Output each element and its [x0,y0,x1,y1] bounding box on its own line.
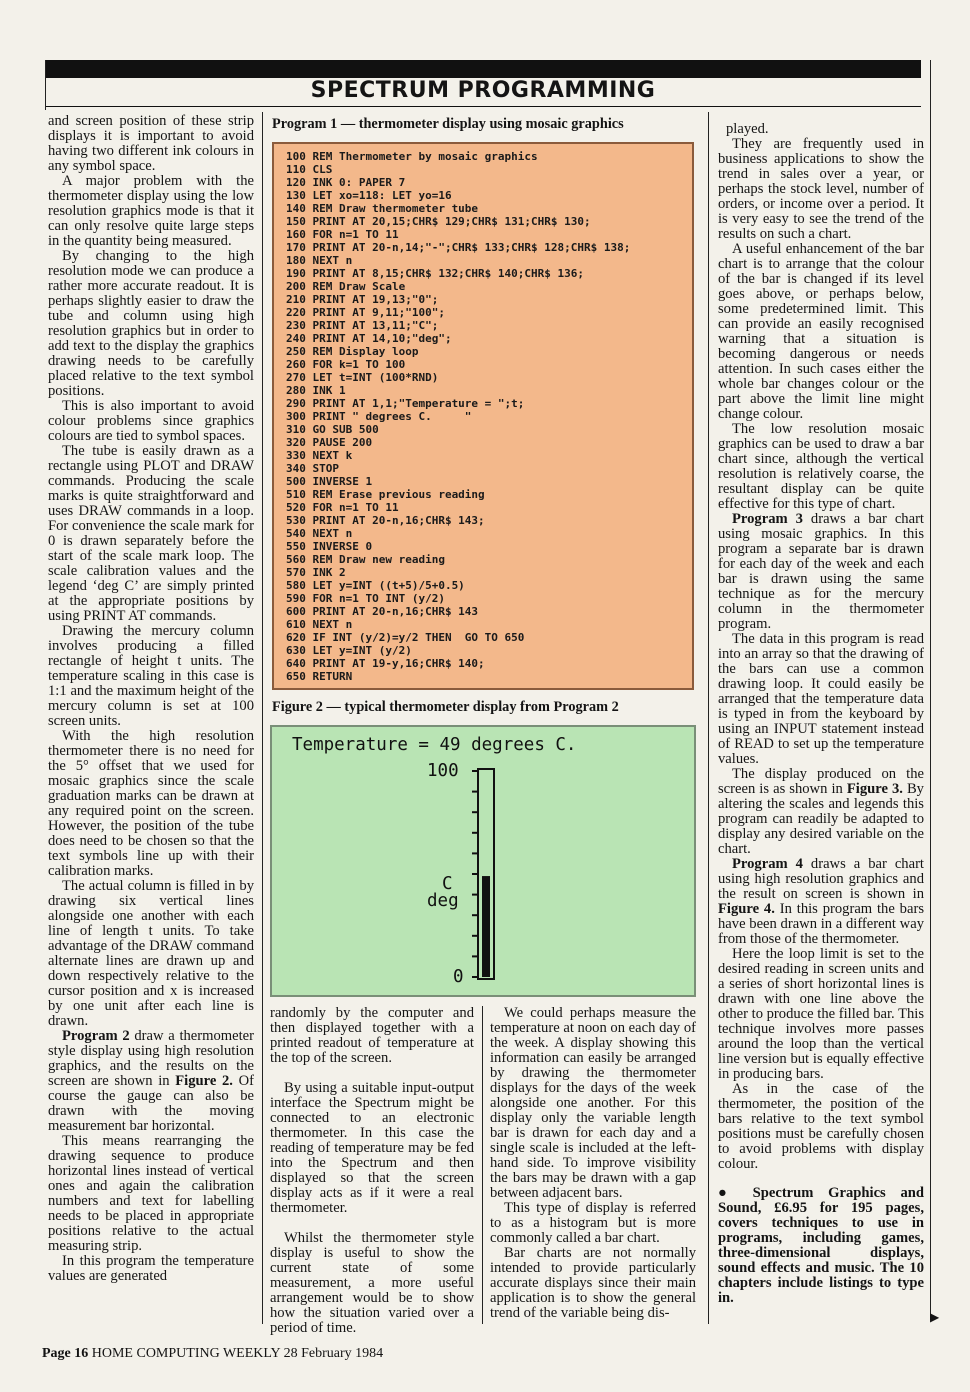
scale-label-min: 0 [453,967,464,987]
code-line: 580 LET y=INT ((t+5)/5+0.5) [286,579,465,592]
code-line: 240 PRINT AT 14,10;"deg"; [286,332,452,345]
code-line: 100 REM Thermometer by mosaic graphics [286,150,538,163]
code-line: 110 CLS [286,163,333,176]
footer [42,1346,383,1362]
code-line: 520 FOR n=1 TO 11 [286,501,399,514]
paragraph: We could perhaps measure the temperature at noon on each day of the week. A display showing this information can easily be arranged by drawing the thermometer displays for the days of the week alongside one another. For this display only the variable length bar is drawn for each day and a single scale is included at the left-hand side. To improve visibility the bars may be drawn with a gap between adjacent bars. [490,1005,696,1201]
code-line: 260 FOR k=1 TO 100 [286,358,406,371]
text: Of course the gauge can also be drawn with the moving measurement bar horizontal. [48,1073,255,1134]
figure-ref: Figure 4. [718,901,775,917]
code-line: 280 INK 1 [286,384,346,397]
page-border-right [930,60,931,1320]
code-line: 310 GO SUB 500 [286,423,379,436]
publication-line: HOME COMPUTING WEEKLY 28 February 1984 [91,1346,384,1361]
header-rule [45,106,921,107]
paragraph: Whilst the thermometer style display is useful to show the current state of some measurement, a more useful arrangement would be to show how the situation varied over a period of time. [270,1230,474,1336]
paragraph: This type of display is referred to as a histogram but is more commonly called a bar chart. [490,1200,696,1246]
code-line: 600 PRINT AT 20-n,16;CHR$ 143 [286,605,479,618]
code-line: 560 REM Draw new reading [286,553,445,566]
paragraph: By using a suitable input-output interface the Spectrum might be connected to an electronic thermometer. In this case the reading of temperature may be fed into the Spectrum and then displayed so that the screen display acts as if it were a real thermometer. [270,1080,474,1216]
page-number: Page 16 [42,1346,89,1361]
text: ● Spectrum Graphics and Sound, £6.95 for 195 pages, covers techniques to use in programs, including games, three-dimensional displays, sound effects and music. The 10 chapters include listings to type in. [718,1185,924,1306]
code-line: 170 PRINT AT 20-n,14;"-";CHR$ 133;CHR$ 128;CHR$ 138; [286,241,631,254]
article-column-4 [718,122,924,1306]
paragraph: They are frequently used in business applications to show the trend in sales over a year, or perhaps the stock level, number of orders, or income over a period. It is very easy to see the trend of the results on such a chart. [718,136,924,242]
figure-ref: Figure 2. [175,1073,233,1089]
paragraph: randomly by the computer and then displayed together with a printed readout of temperature at the top of the screen. [270,1005,474,1066]
scale-label-deg: deg [427,891,459,911]
scale-label-c: C [442,874,453,894]
code-line: 650 RETURN [286,670,353,683]
code-line: 530 PRINT AT 20-n,16;CHR$ 143; [286,514,485,527]
article-column-2b [490,1006,696,1321]
paragraph: and screen position of these strip displays it is important to avoid having two different ink colours in any symbol space. [48,113,254,174]
figure2-screen [270,725,696,997]
paragraph: By changing to the high resolution mode we can produce a rather more accurate readout. It is perhaps slightly easier to draw the tube and column using high resolution graphics but in order to add text to the display the graphics drawing needs to be carefully placed relative to the text symbol positions. [48,248,254,399]
paragraph [48,1029,254,1134]
paragraph: The low resolution mosaic graphics can be used to draw a bar chart since, although the vertical resolution is relatively coarse, the resultant display can be quite effective for this type of chart. [718,421,924,512]
figure-ref: Figure 3. [846,781,903,797]
code-line: 550 INVERSE 0 [286,540,373,553]
code-line: 640 PRINT AT 19-y,16;CHR$ 140; [286,657,485,670]
code-line: 190 PRINT AT 8,15;CHR$ 132;CHR$ 140;CHR$ 136; [286,267,585,280]
code-line: 610 NEXT n [286,618,353,631]
code-line: 150 PRINT AT 20,15;CHR$ 129;CHR$ 131;CHR$ 130; [286,215,591,228]
paragraph: This means rearranging the drawing sequence to produce horizontal lines instead of vertical ones and again the calibration numbers and text for labelling needs to be placed in appropriate positions relative to the actual measuring strip. [48,1133,254,1254]
text: The display produced on the screen is as shown in [718,766,924,797]
column-divider-center [482,1006,483,1324]
continue-arrow-icon: ▶ [930,1310,940,1324]
text: By altering the scales and legends this program can readily be adapted to display any desired variable on the chart. [718,781,924,857]
code-line: 270 LET t=INT (100*RND) [286,371,439,384]
paragraph [718,767,924,857]
paragraph: The data in this program is read into an array so that the drawing of the bars can use a common drawing loop. It could easily be arranged that the temperature data is typed in from the keyboard by using an INPUT statement instead of READ to set up the temperature values. [718,631,924,767]
code-line: 160 FOR n=1 TO 11 [286,228,399,241]
paragraph: With the high resolution thermometer there is no need for the 5° offset that we used for mosaic graphics since the scale graduation marks can be drawn at any required point on the screen. However, the position of the tube does need to be chosen so that the text symbols line up with their calibration marks. [48,728,254,879]
text: draws a bar chart using mosaic graphics. In this program a separate bar is drawn for each day of the week and each bar is drawn using the same technique as for the mercury column in the thermometer program. [718,511,924,632]
column-divider-left [262,112,263,1324]
text: In this program the bars have been drawn in a different way from those of the thermometer. [718,901,924,947]
code-line: 590 FOR n=1 TO INT (y/2) [286,592,445,605]
code-line: 230 PRINT AT 13,11;"C"; [286,319,439,332]
code-line: 180 NEXT n [286,254,353,267]
code-line: 540 NEXT n [286,527,353,540]
code-line: 220 PRINT AT 9,11;"100"; [286,306,445,319]
code-line: 630 LET y=INT (y/2) [286,644,412,657]
header-bar [45,60,921,78]
paragraph: played. [726,121,769,137]
program-ref: Program 2 [62,1028,130,1044]
program1-listing [272,142,694,690]
column-divider-right [708,112,709,1324]
code-line: 320 PAUSE 200 [286,436,373,449]
scale-label-max: 100 [427,761,459,781]
code-line: 130 LET xo=118: LET yo=16 [286,189,452,202]
paragraph: The tube is easily drawn as a rectangle using PLOT and DRAW commands. Producing the scale marks is quite straightforward and uses DRAW commands in a loop. For convenience the scale mark for 0 is drawn separately before the start of the scale mark loop. The scale calibration values and the legend ‘deg C’ are simply printed at the appropriate positions by using PRINT AT commands. [48,443,254,624]
article-column-1 [48,114,254,1284]
paragraph: This is also important to avoid colour problems since graphics colours are tied to symbol spaces. [48,398,254,444]
book-ad [718,1186,924,1306]
temperature-readout: Temperature = 49 degrees C. [292,735,577,755]
page-title: SPECTRUM PROGRAMMING [310,78,656,103]
page-border-left [45,60,46,110]
paragraph: A useful enhancement of the bar chart is to arrange that the colour of the bar is changed if its level goes above, or perhaps below, some predetermined limit. This can provide an easily recognised warning that a situation is becoming dangerous or needs attention. In such cases either the whole bar changes colour or the part above the limit line might change colour. [718,241,924,422]
program-ref: Program 4 [732,856,803,872]
paragraph: The actual column is filled in by drawing six vertical lines alongside one another with each line of length t units. To take advantage of the DRAW command alternate lines are drawn up and down respectively relative to the cursor position and x is increased by one unit after each line is drawn. [48,878,254,1029]
article-column-2a [270,1006,474,1336]
paragraph [718,512,924,632]
code-line: 340 STOP [286,462,339,475]
text: draws a bar chart using high resolution graphics and the result on screen is shown in [718,856,924,902]
code-line: 330 NEXT k [286,449,353,462]
code-line: 120 INK 0: PAPER 7 [286,176,406,189]
paragraph: A major problem with the thermometer display using the low resolution graphics mode is that it can only resolve quite large steps in the quantity being measured. [48,173,254,249]
program-ref: Program 3 [732,511,803,527]
paragraph: In this program the temperature values are generated [48,1253,254,1284]
program1-caption: Program 1 — thermometer display using mosaic graphics [272,116,624,132]
code-line: 250 REM Display loop [286,345,419,358]
code-line: 290 PRINT AT 1,1;"Temperature = ";t; [286,397,525,410]
code-line: 510 REM Erase previous reading [286,488,485,501]
code-line: 500 INVERSE 1 [286,475,373,488]
code-line: 210 PRINT AT 19,13;"0"; [286,293,439,306]
code-line: 200 REM Draw Scale [286,280,406,293]
code-line: 620 IF INT (y/2)=y/2 THEN GO TO 650 [286,631,525,644]
code-line: 140 REM Draw thermometer tube [286,202,479,215]
paragraph: Drawing the mercury column involves producing a filled rectangle of height t units. The temperature scaling in this case is 1:1 and the maximum height of the mercury column is set at 100 screen units. [48,623,254,729]
figure2-caption: Figure 2 — typical thermometer display from Program 2 [272,699,619,715]
paragraph [718,857,924,947]
paragraph: As in the case of the thermometer, the position of the bars relative to the text symbol positions must be carefully chosen to avoid problems with display colour. [718,1081,924,1172]
code-line: 300 PRINT " degrees C. " [286,410,472,423]
text: draw a thermometer style display using high resolution graphics, and the results on the screen are shown in [48,1028,255,1089]
paragraph: Bar charts are not normally intended to provide particularly accurate displays since their main application is to show the general trend of the variable being dis- [490,1245,696,1321]
paragraph: Here the loop limit is set to the desired reading in screen units and a series of short horizontal lines is drawn with one line above the other to produce the filled bar. This technique involves more passes around the loop than the vertical line version but is equally effective in producing bars. [718,946,925,1082]
thermometer-graphic [460,757,520,987]
code-line: 570 INK 2 [286,566,346,579]
mercury-column [482,876,490,977]
